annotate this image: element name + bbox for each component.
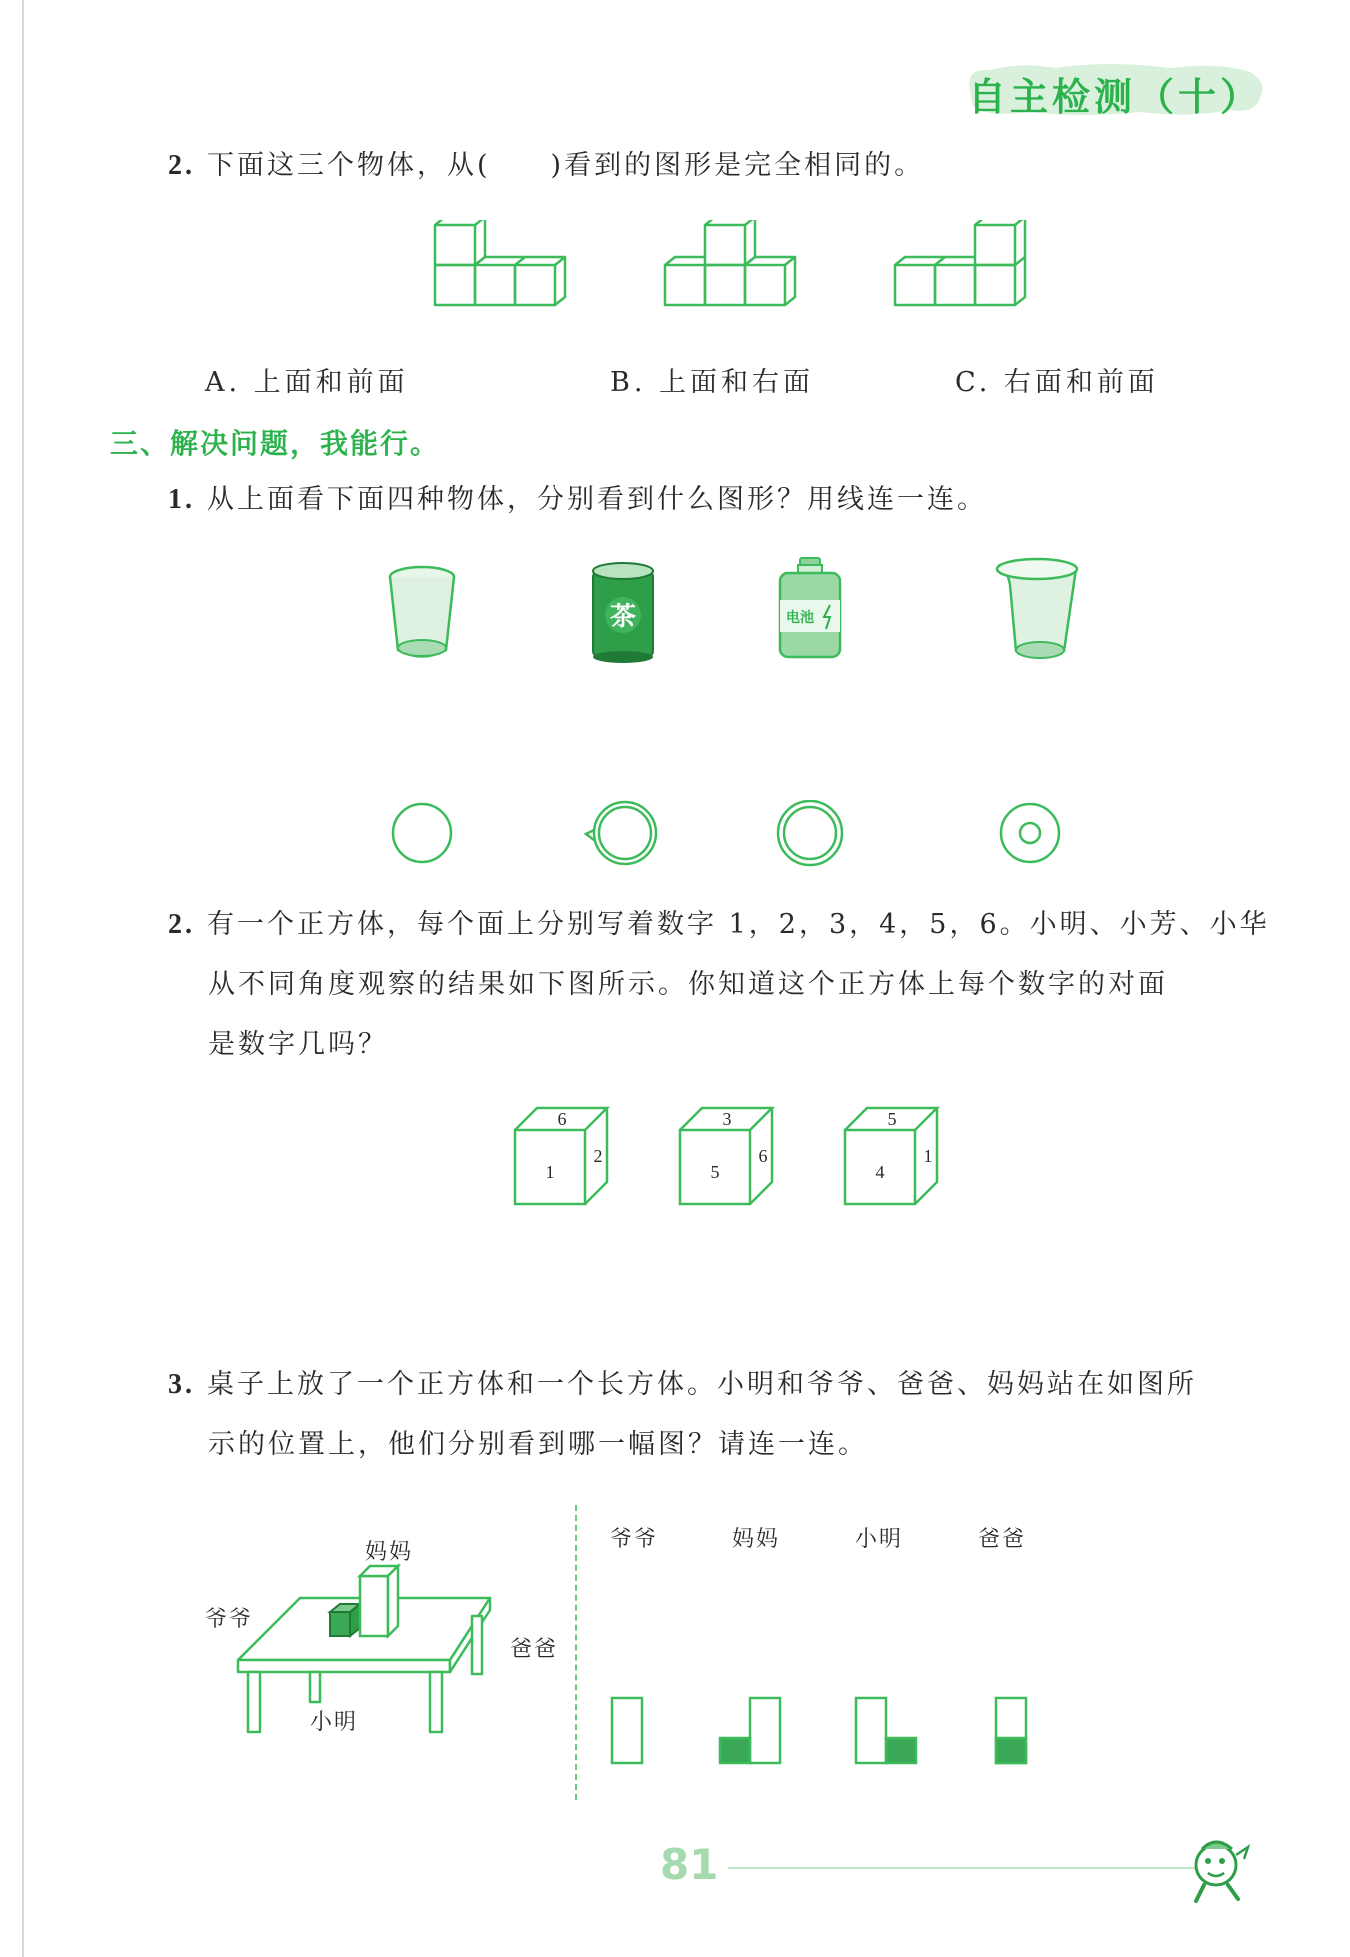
tea-can-label: 茶 [609,602,637,632]
battery-label: 电池 [786,610,814,626]
option-a: A. 上面和前面 [205,367,409,398]
top-view-circle [393,804,451,862]
cube-1-front: 1 [545,1162,555,1182]
footer-line [728,1867,1198,1869]
view-header-yeye: 爷爷 [610,1527,659,1552]
problem-line-1: 桌子上放了一个正方体和一个长方体。小明和爷爷、爸爸、妈妈站在如图所 [207,1369,1197,1400]
option-b: B. 上面和右面 [610,367,815,398]
option-c: C. 右面和前面 [955,367,1159,398]
page-edge-line [22,0,24,1957]
scene-label-mama: 妈妈 [365,1540,414,1565]
question-number: 2. [168,150,195,181]
stack-figure-1 [435,220,565,305]
cube-1-top: 6 [557,1109,567,1129]
top-views-row [380,800,1080,870]
problem-2-prompt [168,895,1270,1075]
cube-2-front: 5 [710,1162,720,1182]
view-option-1 [612,1698,642,1763]
cube-3-front: 4 [875,1162,885,1182]
problem-text: 从上面看下面四种物体，分别看到什么图形？用线连一连。 [207,484,987,515]
top-view-double-circle [778,801,842,865]
page-title: 自主检测（十） [967,75,1262,119]
problem-line-2: 示的位置上，他们分别看到哪一幅图？请连一连。 [208,1429,868,1460]
problem-number: 1. [168,484,195,515]
stack-figure-2 [665,220,795,305]
objects-row [380,555,1080,665]
top-view-ring-dot [1001,804,1059,862]
cube-3-right: 1 [923,1146,933,1166]
mascot-icon [1180,1835,1260,1910]
view-header-xiaoming: 小明 [855,1527,904,1552]
problem-line-2: 从不同角度观察的结果如下图所示。你知道这个正方体上每个数字的对面 [208,969,1168,1000]
section-3-heading: 三、解决问题，我能行。 [110,427,441,460]
divider [575,1505,577,1800]
question-text: 下面这三个物体，从( )看到的图形是完全相同的。 [207,150,925,181]
header-tag [960,60,1270,118]
problem-number: 2. [168,909,195,940]
glass-icon [390,567,454,657]
view-figures [600,1690,1050,1770]
cube-1-right: 2 [593,1146,603,1166]
problem-number: 3. [168,1369,195,1400]
numbered-cubes-figure [510,1100,970,1215]
view-header-mama: 妈妈 [732,1527,781,1552]
view-option-4 [996,1698,1026,1763]
problem-line-1: 有一个正方体，每个面上分别写着数字 1，2，3，4，5，6。小明、小芳、小华 [207,909,1270,940]
question-2-prompt [168,136,924,196]
stack-figure-3 [895,220,1025,305]
view-option-2 [720,1698,780,1763]
problem-1-prompt [168,470,987,530]
top-view-circle-spout [586,802,656,864]
view-header-baba: 爸爸 [978,1527,1027,1552]
page-number: 81 [660,1840,719,1889]
measuring-cup-icon [997,559,1077,658]
problem-3-prompt [168,1355,1197,1475]
cube-stacks-figure [420,220,1040,330]
scene-label-xiaoming: 小明 [310,1710,359,1735]
scene-label-yeye: 爷爷 [205,1607,254,1632]
cube-2-top: 3 [722,1109,732,1129]
cube-3-top: 5 [887,1109,897,1129]
battery-icon [780,558,840,657]
table-scene [230,1560,500,1740]
problem-line-3: 是数字几吗？ [208,1029,388,1060]
cube-2-right: 6 [758,1146,768,1166]
scene-label-baba: 爸爸 [510,1637,559,1662]
view-option-3 [856,1698,916,1763]
